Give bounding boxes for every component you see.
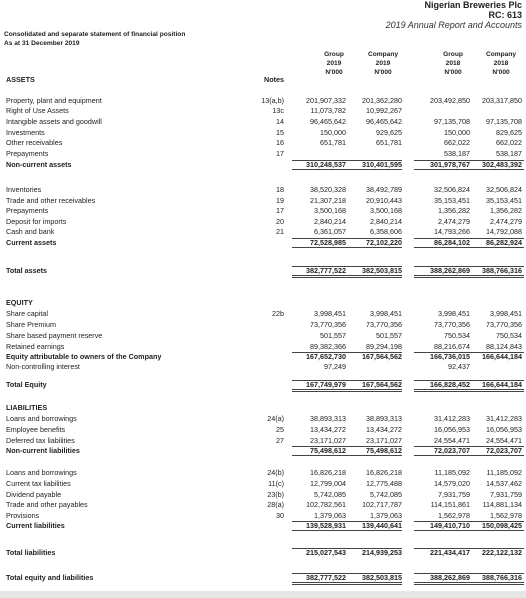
row-label: Property, plant and equipment [6, 96, 102, 105]
cell-value: 38,893,313 [310, 414, 346, 423]
cell-value: 149,410,710 [430, 521, 470, 530]
row-label: Intangible assets and goodwill [6, 117, 102, 126]
report-name: 2019 Annual Report and Accounts [385, 20, 522, 30]
row-label: Provisions [6, 511, 40, 520]
cell-value: 388,766,316 [482, 573, 522, 582]
underline [292, 548, 402, 549]
underline [414, 455, 524, 456]
row-label: Retained earnings [6, 342, 65, 351]
col-company-2019: Company 2019 N'000 [367, 51, 399, 76]
underline [292, 247, 402, 248]
cell-value: 222,122,132 [482, 548, 522, 557]
table-row [0, 403, 526, 412]
cell-value: 538,187 [444, 149, 470, 158]
cell-value: 32,506,824 [434, 185, 470, 194]
row-label: Equity attributable to owners of the Company [6, 352, 162, 361]
cell-value: 201,907,332 [306, 96, 346, 105]
row-label: Cash and bank [6, 227, 55, 236]
cell-value: 501,557 [376, 331, 402, 340]
cell-value: 114,151,861 [430, 500, 470, 509]
table-row [0, 117, 526, 126]
cell-value: 38,893,313 [366, 414, 402, 423]
row-note: 15 [276, 128, 284, 137]
table-row [0, 138, 526, 147]
row-note: 16 [276, 138, 284, 147]
cell-value: 5,742,085 [370, 490, 402, 499]
assets-label: ASSETS [6, 75, 35, 84]
table-row [0, 511, 526, 520]
cell-value: 114,881,134 [482, 500, 522, 509]
cell-value: 23,171,027 [310, 436, 346, 445]
row-label: Trade and other payables [6, 500, 88, 509]
row-label: EQUITY [6, 298, 33, 307]
underline [292, 380, 402, 381]
row-note: 19 [276, 196, 284, 205]
cell-value: 73,770,356 [366, 320, 402, 329]
underline [292, 352, 402, 353]
cell-value: 201,362,280 [362, 96, 402, 105]
underline [414, 160, 524, 161]
cell-value: 14,793,266 [434, 227, 470, 236]
cell-value: 3,998,451 [314, 309, 346, 318]
row-label: Other receivables [6, 138, 63, 147]
table-row [0, 352, 526, 361]
double-underline [292, 389, 402, 392]
row-label: Current tax liabilities [6, 479, 71, 488]
table-row [0, 266, 526, 275]
table-row [0, 490, 526, 499]
row-note: 14 [276, 117, 284, 126]
row-note: 13c [272, 106, 284, 115]
table-row [0, 217, 526, 226]
row-label: Loans and borrowings [6, 468, 77, 477]
table-row [0, 342, 526, 351]
table-row [0, 380, 526, 389]
row-note: 28(a) [267, 500, 284, 509]
table-row [0, 206, 526, 215]
row-label: Right of Use Assets [6, 106, 69, 115]
cell-value: 1,379,063 [314, 511, 346, 520]
table-row [0, 548, 526, 557]
cell-value: 86,284,102 [434, 238, 470, 247]
cell-value: 167,652,730 [306, 352, 346, 361]
cell-value: 89,382,366 [310, 342, 346, 351]
cell-value: 388,262,869 [430, 266, 470, 275]
cell-value: 14,792,088 [486, 227, 522, 236]
row-label: Trade and other receivables [6, 196, 96, 205]
row-note: 25 [276, 425, 284, 434]
cell-value: 3,500,168 [370, 206, 402, 215]
cell-value: 750,534 [444, 331, 470, 340]
cell-value: 11,185,092 [434, 468, 470, 477]
cell-value: 150,000 [320, 128, 346, 137]
cell-value: 6,361,057 [314, 227, 346, 236]
cell-value: 24,554,471 [486, 436, 522, 445]
cell-value: 538,187 [496, 149, 522, 158]
table-row [0, 521, 526, 530]
cell-value: 72,528,985 [310, 238, 346, 247]
cell-value: 388,766,316 [482, 266, 522, 275]
row-label: Share capital [6, 309, 48, 318]
row-note: 20 [276, 217, 284, 226]
cell-value: 1,562,978 [490, 511, 522, 520]
cell-value: 1,356,282 [490, 206, 522, 215]
underline [292, 455, 402, 456]
cell-value: 86,282,924 [486, 238, 522, 247]
cell-value: 14,537,462 [486, 479, 522, 488]
cell-value: 11,185,092 [486, 468, 522, 477]
cell-value: 2,840,214 [314, 217, 346, 226]
cell-value: 7,931,759 [490, 490, 522, 499]
cell-value: 89,294,198 [366, 342, 402, 351]
cell-value: 829,625 [496, 128, 522, 137]
cell-value: 5,742,085 [314, 490, 346, 499]
row-label: Non-controlling interest [6, 362, 80, 371]
row-label: Total assets [6, 266, 48, 275]
cell-value: 72,102,220 [366, 238, 402, 247]
cell-value: 166,736,015 [430, 352, 470, 361]
row-label: Dividend payable [6, 490, 62, 499]
table-row [0, 298, 526, 307]
row-label: Prepayments [6, 206, 49, 215]
underline [292, 238, 402, 239]
table-row [0, 425, 526, 434]
cell-value: 1,562,978 [438, 511, 470, 520]
bottom-bar [0, 591, 526, 598]
rc-number: RC: 613 [488, 10, 522, 20]
row-label: Prepayments [6, 149, 49, 158]
underline [292, 521, 402, 522]
cell-value: 7,931,759 [438, 490, 470, 499]
cell-value: 167,564,562 [362, 352, 402, 361]
cell-value: 21,307,218 [310, 196, 346, 205]
row-label: Loans and borrowings [6, 414, 77, 423]
table-row [0, 238, 526, 247]
cell-value: 88,216,674 [434, 342, 470, 351]
cell-value: 16,056,953 [434, 425, 470, 434]
table-row [0, 362, 526, 371]
table-row [0, 185, 526, 194]
row-label: Current assets [6, 238, 57, 247]
underline [414, 352, 524, 353]
cell-value: 97,135,708 [486, 117, 522, 126]
cell-value: 3,998,451 [490, 309, 522, 318]
table-row [0, 446, 526, 455]
cell-value: 88,124,843 [486, 342, 522, 351]
cell-value: 166,644,184 [482, 380, 522, 389]
cell-value: 166,644,184 [482, 352, 522, 361]
company-name: Nigerian Breweries Plc [424, 0, 522, 10]
statement-title [4, 30, 185, 48]
statement-title-line2: As at 31 December 2019 [4, 40, 80, 47]
row-note: 13(a,b) [261, 96, 284, 105]
cell-value: 662,022 [444, 138, 470, 147]
double-underline [414, 389, 524, 392]
table-row [0, 160, 526, 169]
report-header [386, 0, 522, 31]
cell-value: 1,379,063 [370, 511, 402, 520]
cell-value: 501,557 [320, 331, 346, 340]
table-row [0, 227, 526, 236]
cell-value: 382,503,815 [362, 573, 402, 582]
cell-value: 35,153,451 [434, 196, 470, 205]
cell-value: 72,023,707 [434, 446, 470, 455]
table-row [0, 128, 526, 137]
table-row [0, 479, 526, 488]
row-label: LIABILITIES [6, 403, 48, 412]
underline [292, 446, 402, 447]
cell-value: 38,492,789 [366, 185, 402, 194]
cell-value: 16,826,218 [366, 468, 402, 477]
row-note: 17 [276, 149, 284, 158]
row-note: 24(a) [267, 414, 284, 423]
cell-value: 388,262,869 [430, 573, 470, 582]
cell-value: 221,434,417 [430, 548, 470, 557]
notes-label: Notes [264, 75, 284, 84]
table-row [0, 96, 526, 105]
row-label: Share Premium [6, 320, 56, 329]
underline [414, 521, 524, 522]
cell-value: 310,248,537 [306, 160, 346, 169]
cell-value: 11,073,782 [310, 106, 346, 115]
row-label: Total Equity [6, 380, 47, 389]
cell-value: 929,625 [376, 128, 402, 137]
cell-value: 382,777,522 [306, 573, 346, 582]
cell-value: 14,579,020 [434, 479, 470, 488]
row-label: Non-current assets [6, 160, 72, 169]
cell-value: 382,503,815 [362, 266, 402, 275]
row-note: 30 [276, 511, 284, 520]
cell-value: 301,978,767 [430, 160, 470, 169]
row-label: Deposit for imports [6, 217, 67, 226]
double-underline [414, 582, 524, 585]
cell-value: 651,781 [320, 138, 346, 147]
underline [414, 247, 524, 248]
cell-value: 31,412,283 [434, 414, 470, 423]
cell-value: 2,474,279 [438, 217, 470, 226]
row-label: Non-current liabilities [6, 446, 80, 455]
double-underline [414, 275, 524, 278]
row-label: Deferred tax liabilities [6, 436, 75, 445]
cell-value: 12,775,488 [366, 479, 402, 488]
underline [414, 238, 524, 239]
underline [414, 169, 524, 170]
underline [414, 573, 524, 574]
statement-title-line1: Consolidated and separate statement of financial position [4, 31, 186, 38]
cell-value: 73,770,356 [486, 320, 522, 329]
row-label: Investments [6, 128, 45, 137]
cell-value: 310,401,595 [362, 160, 402, 169]
cell-value: 102,717,787 [362, 500, 402, 509]
table-row [0, 468, 526, 477]
table-row [0, 309, 526, 318]
table-row [0, 320, 526, 329]
underline [292, 266, 402, 267]
underline [292, 169, 402, 170]
cell-value: 150,098,425 [482, 521, 522, 530]
table-row [0, 106, 526, 115]
cell-value: 75,498,612 [366, 446, 402, 455]
cell-value: 203,317,850 [482, 96, 522, 105]
row-label: Share based payment reserve [6, 331, 103, 340]
table-row [0, 331, 526, 340]
cell-value: 97,135,708 [434, 117, 470, 126]
cell-value: 3,500,168 [314, 206, 346, 215]
row-label: Total equity and liabilities [6, 573, 94, 582]
underline [414, 530, 524, 531]
cell-value: 2,840,214 [370, 217, 402, 226]
table-row [0, 573, 526, 582]
assets-header-row [0, 75, 526, 84]
cell-value: 2,474,279 [490, 217, 522, 226]
cell-value: 24,554,471 [434, 436, 470, 445]
row-note: 18 [276, 185, 284, 194]
underline [414, 380, 524, 381]
row-label: Current liabilities [6, 521, 65, 530]
cell-value: 75,498,612 [310, 446, 346, 455]
cell-value: 139,440,641 [362, 521, 402, 530]
cell-value: 32,506,824 [486, 185, 522, 194]
row-note: 24(b) [267, 468, 284, 477]
cell-value: 35,153,451 [486, 196, 522, 205]
double-underline [292, 582, 402, 585]
cell-value: 215,027,543 [306, 548, 346, 557]
row-label: Inventories [6, 185, 42, 194]
row-label: Total liabilities [6, 548, 56, 557]
cell-value: 96,465,642 [310, 117, 346, 126]
row-note: 17 [276, 206, 284, 215]
table-row [0, 414, 526, 423]
row-note: 21 [276, 227, 284, 236]
cell-value: 16,826,218 [310, 468, 346, 477]
cell-value: 31,412,283 [486, 414, 522, 423]
cell-value: 10,992,267 [366, 106, 402, 115]
cell-value: 97,249 [324, 362, 346, 371]
cell-value: 3,998,451 [438, 309, 470, 318]
col-group-2019: Group 2019 N'000 [324, 51, 344, 76]
cell-value: 12,799,004 [310, 479, 346, 488]
cell-value: 3,998,451 [370, 309, 402, 318]
cell-value: 6,358,606 [370, 227, 402, 236]
cell-value: 214,939,253 [362, 548, 402, 557]
cell-value: 16,056,953 [486, 425, 522, 434]
table-row [0, 500, 526, 509]
col-group-2018: Group 2018 N'000 [443, 51, 463, 76]
row-label: Employee benefits [6, 425, 66, 434]
cell-value: 166,828,452 [430, 380, 470, 389]
cell-value: 302,483,392 [482, 160, 522, 169]
underline [414, 548, 524, 549]
cell-value: 20,910,443 [366, 196, 402, 205]
cell-value: 167,564,562 [362, 380, 402, 389]
row-note: 22b [272, 309, 284, 318]
underline [292, 530, 402, 531]
cell-value: 1,356,282 [438, 206, 470, 215]
underline [414, 446, 524, 447]
cell-value: 167,749,979 [306, 380, 346, 389]
cell-value: 382,777,522 [306, 266, 346, 275]
cell-value: 73,770,356 [434, 320, 470, 329]
underline [414, 266, 524, 267]
table-row [0, 196, 526, 205]
table-row [0, 436, 526, 445]
cell-value: 13,434,272 [310, 425, 346, 434]
cell-value: 150,000 [444, 128, 470, 137]
cell-value: 203,492,850 [430, 96, 470, 105]
cell-value: 750,534 [496, 331, 522, 340]
cell-value: 96,465,642 [366, 117, 402, 126]
underline [292, 573, 402, 574]
cell-value: 23,171,027 [366, 436, 402, 445]
cell-value: 13,434,272 [366, 425, 402, 434]
cell-value: 73,770,356 [310, 320, 346, 329]
double-underline [292, 275, 402, 278]
cell-value: 102,782,561 [306, 500, 346, 509]
cell-value: 92,437 [448, 362, 470, 371]
underline [292, 160, 402, 161]
row-note: 23(b) [267, 490, 284, 499]
cell-value: 139,528,931 [306, 521, 346, 530]
cell-value: 38,520,328 [310, 185, 346, 194]
table-row [0, 149, 526, 158]
cell-value: 662,022 [496, 138, 522, 147]
col-company-2018: Company 2018 N'000 [485, 51, 517, 76]
row-note: 27 [276, 436, 284, 445]
row-note: 11(c) [268, 479, 284, 488]
cell-value: 651,781 [376, 138, 402, 147]
cell-value: 72,023,707 [486, 446, 522, 455]
